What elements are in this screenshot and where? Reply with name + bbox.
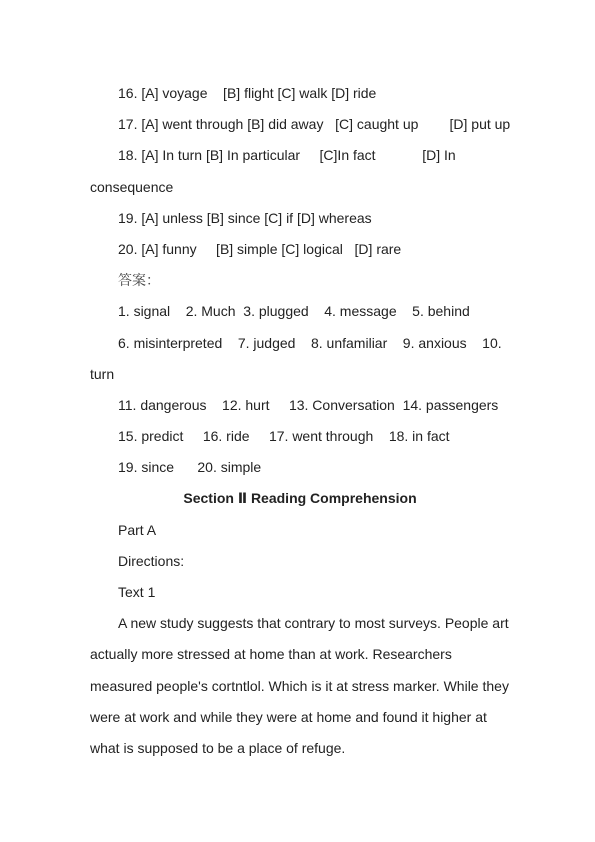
question-20: 20. [A] funny [B] simple [C] logical [D] rare	[118, 240, 402, 257]
text-label: Text 1	[118, 584, 156, 600]
answers-line-2: 6. misinterpreted 7. judged 8. unfamiliar 9. anxious 10.	[118, 334, 502, 351]
answers-line-2-continuation: turn	[90, 365, 115, 382]
answer-label: 答案：	[118, 272, 160, 289]
question-18-continuation: consequence	[90, 178, 174, 195]
question-17: 17. [A] went through [B] did away [C] caught up [D] put up	[118, 116, 511, 133]
directions-label: Directions:	[118, 552, 185, 569]
question-18: 18. [A] In turn [B] In particular [C]In fact [D] In	[118, 147, 456, 164]
part-label: Part A	[118, 521, 157, 538]
answers-line-3: 11. dangerous 12. hurt 13. Conversation 14. passengers	[118, 396, 499, 413]
document-body	[90, 78, 510, 764]
question-16: 16. [A] voyage [B] flight [C] walk [D] ride	[118, 85, 377, 101]
answers-line-4: 15. predict 16. ride 17. went through 18. in fact	[118, 428, 450, 445]
question-19: 19. [A] unless [B] since [C] if [D] whereas	[118, 209, 372, 226]
answers-line-1: 1. signal 2. Much 3. plugged 4. message 5. behind	[118, 303, 470, 320]
section-heading: Section Ⅱ Reading Comprehension	[183, 490, 417, 507]
passage-paragraph: A new study suggests that contrary to most surveys. People art actually more stressed at home than at work. Researchers measured people's cortntlol. Which is it at stress marker. While they were at work and while they were at home and found it higher at what is supposed to be a place of refuge.	[90, 615, 509, 756]
answers-line-5: 19. since 20. simple	[118, 459, 262, 476]
